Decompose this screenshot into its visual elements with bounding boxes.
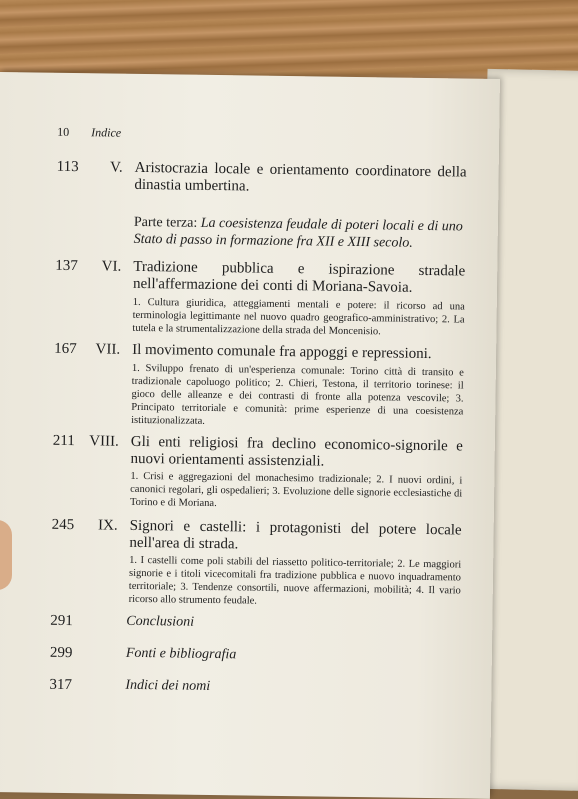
chapter-sections: 1. Sviluppo frenato di un'esperienza comunale: Torino città di transito e tradizionale capoluogo politico; 2. Chieri, Testona, il territorio torinese: il gioco delle alleanze e dei contrasti di fronte alla potenza vescovile; 3. Principato territoriale e comunità: prime esperienze di una coesistenza istituzionalizzata. [131, 362, 464, 427]
entry-page-number: 211 [52, 432, 75, 450]
name-index-title: Indici dei nomi [125, 677, 211, 694]
entry-page-number: 137 [55, 257, 78, 275]
book-page [0, 72, 500, 799]
chapter-title: Tradizione pubblica e ispirazione stradale nell'affermazione dei conti di Moriana-Savoia. [132, 258, 466, 296]
chapter-sections: 1. Crisi e aggregazioni del monachesimo tradizionale; 2. I nuovi ordini, i canonici regolari, gli ospedalieri; 3. Evoluzione delle signorie ecclesiastiche di Torino e di Moriana. [129, 470, 463, 510]
chapter-title: Il movimento comunale fra appoggi e repressioni. [132, 341, 432, 363]
conclusions-title: Conclusioni [126, 613, 195, 630]
part-title: La coesistenza feudale di poteri locali e di uno Stato di passo in formazione fra XII e XIII secolo. [133, 215, 463, 251]
part-label: Parte terza: [133, 214, 198, 231]
chapter-numeral: VIII. [89, 433, 119, 450]
chapter-title: Signori e castelli: i protagonisti del potere locale nell'area di strada. [129, 517, 462, 553]
entry-page-number: 245 [51, 516, 75, 534]
chapter-numeral: VII. [95, 341, 121, 358]
sources-title: Fonti e bibliografia [125, 645, 237, 663]
header-page-number: 10 [57, 124, 70, 139]
thumb [0, 520, 12, 590]
chapter-numeral: V. [109, 159, 123, 176]
chapter-sections: 1. Cultura giuridica, atteggiamenti mentali e potere: il ricorso ad una terminologia legittimante nel nuovo quadro geografico-amministrativo; 2. La tutela e la strumentalizzazione della strada del Moncenisio. [132, 296, 465, 338]
chapter-numeral: IX. [97, 517, 118, 534]
entry-page-number: 299 [49, 644, 73, 662]
header-title: Indice [91, 125, 122, 140]
chapter-sections: 1. I castelli come poli stabili del riassetto politico-territoriale; 2. Le maggiori signorie e i titoli vicecomitali fra tradizione pubblica e nuovo inquadramento territoriale; 3. Tendenze consortili, nuove affermazioni, mobilità; 4. Il vario ricorso allo strumento feudale. [128, 554, 462, 607]
entry-page-number: 291 [50, 612, 73, 630]
entry-page-number: 317 [49, 676, 73, 694]
chapter-title: Gli enti religiosi fra declino economico-signorile e nuovi orientamenti assistenziali. [130, 433, 463, 470]
chapter-title: Aristocrazia locale e orientamento coordinatore della dinastia umbertina. [134, 159, 467, 195]
part-heading [134, 214, 466, 253]
entry-page-number: 113 [56, 158, 79, 176]
entry-page-number: 167 [54, 340, 77, 358]
chapter-numeral: VI. [101, 258, 122, 275]
